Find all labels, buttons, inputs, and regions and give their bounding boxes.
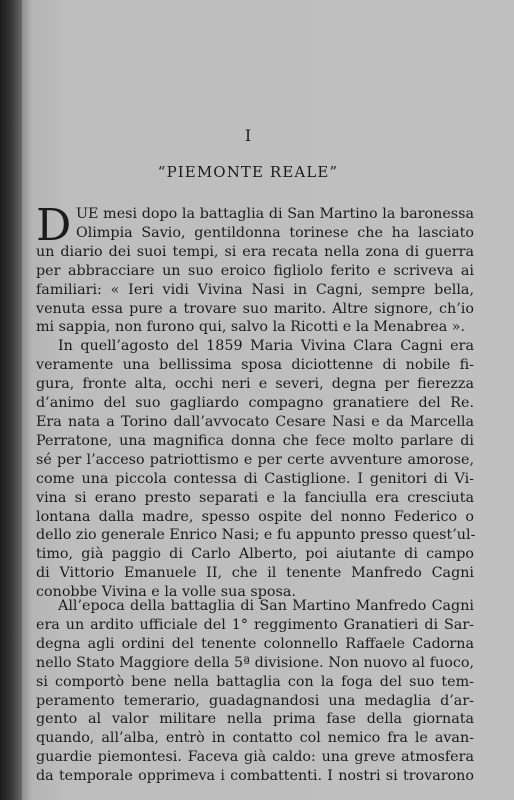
text-line: si comportò bene nella battaglia con la foga del suo tem- [36,673,474,690]
text-line: familiari: « Ieri vidi Vivina Nasi in Cagni, sempre bella, [36,281,474,298]
text-line: dello zio generale Enrico Nasi; e fu appunto presso quest’ul- [36,527,476,544]
text-line: All’epoca della battaglia di San Martino Manfredo Cagni [58,598,474,614]
text-line: mi sappia, non furono qui, salvo la Ricotti e la Menabrea ». [36,319,466,336]
chapter-title: “PIEMONTE REALE” [157,163,339,181]
text-line: quando, all’alba, entrò in contatto col nemico fra le avan- [36,730,474,747]
text-line: d’animo del suo gagliardo compagno granatiere del Re. [36,395,474,412]
text-line: UE mesi dopo la battaglia di San Martino la baronessa [76,206,474,222]
text-line: venuta essa pure a trovare suo marito. Altre signore, ch’io [36,300,474,317]
text-line: da temporale opprimeva i combattenti. I nostri si trovarono [36,768,474,785]
text-line: guardie piemontesi. Faceva già caldo: una greve atmosfera [36,749,474,766]
text-block-main [36,200,476,602]
paragraph-2 [36,337,474,602]
paragraph-1 [36,200,474,337]
drop-cap: D [36,200,72,251]
text-line: Perratone, una magnifica donna che fece molto parlare di [36,432,474,449]
text-line: un diario dei suoi tempi, si era recata nella zona di guerra [36,243,474,260]
book-spine-shadow [0,0,22,800]
text-line: timo, già paggio di Carlo Alberto, poi aiutante di campo [36,546,474,563]
text-line: lontana dalla madre, spesso ospite del nonno Federico o [36,508,474,525]
text-line: nello Stato Maggiore della 5ª divisione. Non nuovo al fuoco, [36,654,474,671]
chapter-number: I [244,126,252,145]
text-line: come una piccola contessa di Castiglione. I genitori di Vi- [36,470,474,487]
text-line: veramente una bellissima sposa diciottenne di nobile fi- [36,357,474,374]
text-line: degna agli ordini del tenente colonnello Raffaele Cadorna [36,635,474,652]
text-line: In quell’agosto del 1859 Maria Vivina Clara Cagni era [58,338,474,355]
paragraph-3 [36,597,474,786]
text-line: vina si erano presto separati e la fanciulla era cresciuta [36,489,474,506]
text-line: di Vittorio Emanuele II, che il tenente Manfredo Cagni [36,565,474,582]
text-line: era un ardito ufficiale del 1° reggimento Granatieri di Sar- [36,616,474,633]
text-line: sé per l’acceso patriottismo e per certe avventure amorose, [36,451,474,468]
text-line: conobbe Vivina e la volle sua sposa. [36,584,296,601]
text-line: gura, fronte alta, occhi neri e severi, degna per fierezza [36,376,474,393]
text-line: peramento temerario, guadagnandosi una medaglia d’ar- [36,692,474,709]
text-line: Era nata a Torino dall’avvocato Cesare Nasi e da Marcella [36,413,474,430]
text-line: gento al valor militare nella prima fase della giornata [36,711,474,728]
book-page [22,0,514,800]
text-line: Olimpia Savio, gentildonna torinese che ha lasciato [76,224,474,241]
text-line: per abbracciare un suo eroico figliolo ferito e scriveva ai [36,262,474,279]
